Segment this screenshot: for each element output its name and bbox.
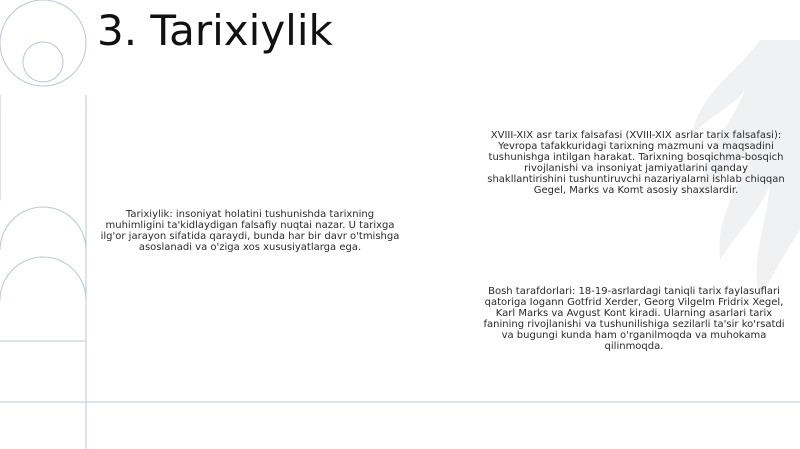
lower-arc xyxy=(0,257,86,449)
definition-text: Tarixiylik: insoniyat holatini tushunishda tarixning muhimligini ta'kidlaydigan falsafiy nuqtai nazar. U tarixga ilg'or jarayon sifatida qaraydi, bunda har bir davr o'tmishga asoslanadi va o'ziga xos xususiyatlarga ega. xyxy=(100,209,400,253)
mid-arc xyxy=(0,207,86,250)
slide-title: 3. Tarixiylik xyxy=(97,6,333,55)
top-circle-large xyxy=(0,0,86,86)
philosophy-of-history-text: XVIII-XIX asr tarix falsafasi (XVIII-XIX asrlar tarix falsafasi): Yevropa tafakkuridagi tarixning mazmuni va maqsadini tushunishga intilgan harakat. Tarixning bosqichma-bosqich rivojlanishi va insoniyat jamiyatlarini qanday shakllantirishini tushuntiruvchi nazariyalarni ishlab chiqqan Gegel, Marks va Komt asosiy shaxslardir. xyxy=(487,130,785,196)
top-circle-small xyxy=(23,42,63,82)
left-circle-outlines xyxy=(0,0,86,449)
key-proponents-text: Bosh tarafdorlari: 18-19-asrlardagi taniqli tarix faylasuflari qatoriga Iogann Gotfrid Xerder, Georg Vilgelm Fridrix Xegel, Karl Marks va Avgust Kont kiradi. Ularning asarlari tarix fanining rivojlanishi va tushunilishiga sezilarli ta'sir ko'rsatdi va bugungi kunda ham o'rganilmoqda va muhokama qilinmoqda. xyxy=(483,286,785,352)
